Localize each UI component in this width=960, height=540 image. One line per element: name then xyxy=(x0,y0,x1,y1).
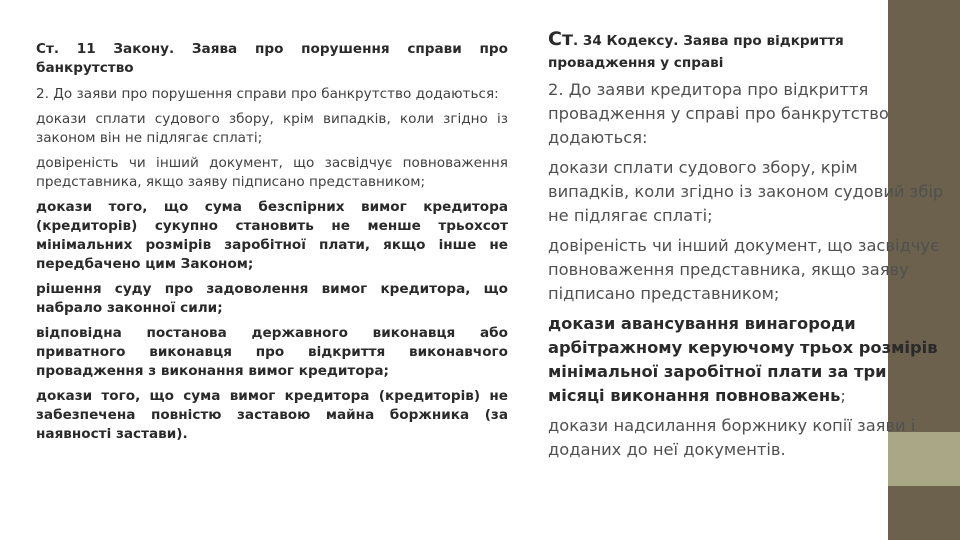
code-paragraph-2: докази сплати судового збору, крім випадків, коли згідно із законом судовий збір не підлягає сплаті; xyxy=(548,158,944,225)
law-paragraph-7: докази того, що сума вимог кредитора (кредиторів) не забезпечена повністю заставою майна боржника (за наявності застави). xyxy=(36,388,508,442)
code-paragraph-3: довіреність чи інший документ, що засвідчує повноваження представника, якщо заяву підписано представником; xyxy=(548,236,939,303)
code-paragraph-4-bold: докази авансування винагороди арбітражному керуючому трьох розмірів мінімальної заробітної плати за три місяці виконання повноважень xyxy=(548,314,938,405)
law-article-column xyxy=(36,40,508,450)
law-paragraph-1: 2. До заяви про порушення справи про банкрутство додаються: xyxy=(36,86,499,102)
code-paragraph-1: 2. До заяви кредитора про відкриття провадження у справі про банкрутство додаються: xyxy=(548,80,889,147)
code-title-prefix: Ст xyxy=(548,28,573,50)
code-article-column xyxy=(548,28,944,468)
code-paragraph-5: докази надсилання боржнику копії заяви і доданих до неї документів. xyxy=(548,416,916,459)
sidebar-band-bottom xyxy=(888,486,960,540)
code-paragraph-4 xyxy=(548,312,944,408)
law-paragraph-3: довіреність чи інший документ, що засвідчує повноваження представника, якщо заяву підписано представником; xyxy=(36,155,508,190)
law-paragraph-5: рішення суду про задоволення вимог кредитора, що набрало законної сили; xyxy=(36,281,508,316)
code-article-title xyxy=(548,28,944,74)
code-title-rest: . 34 Кодексу. Заява про відкриття провадження у справі xyxy=(548,33,844,71)
law-article-title: Ст. 11 Закону. Заява про порушення справи про банкрутство xyxy=(36,41,508,76)
law-paragraph-2: докази сплати судового збору, крім випадків, коли згідно із законом він не підлягає сплаті; xyxy=(36,111,508,146)
law-paragraph-6: відповідна постанова державного виконавця або приватного виконавця про відкриття виконавчого провадження з виконання вимог кредитора; xyxy=(36,325,508,379)
law-paragraph-4: докази того, що сума безспірних вимог кредитора (кредиторів) сукупно становить не менше трьохсот мінімальних розмірів заробітної плати, якщо інше не передбачено цим Законом; xyxy=(36,199,508,272)
code-paragraph-4-tail: ; xyxy=(840,386,846,405)
